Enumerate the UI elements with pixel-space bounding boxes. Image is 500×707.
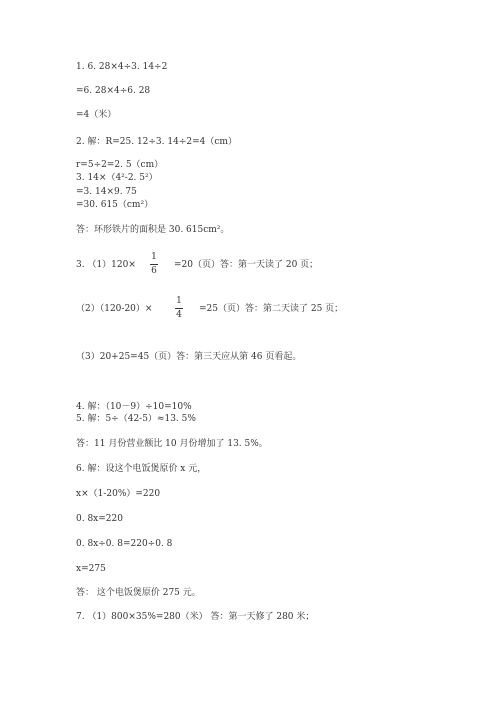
line-5: r=5÷2=2. 5（cm） (76, 160, 164, 170)
line-22: 7. （1）800×35%=280（米） 答：第一天修了 280 米； (76, 612, 315, 622)
line-2: =6. 28×4÷6. 28 (76, 86, 151, 96)
fraction-2-bar (175, 308, 183, 309)
fraction-2-denominator: 4 (176, 310, 182, 320)
line-10b: =20（页）答：第一天读了 20 页； (174, 260, 319, 270)
fraction-1-bar (150, 264, 158, 265)
line-3: =4（米） (76, 110, 117, 120)
line-20: x=275 (76, 564, 106, 574)
line-13: 4. 解：（10－9）÷10=10% (76, 402, 192, 412)
line-4: 2. 解：R=25. 12÷3. 14÷2=4（cm） (76, 137, 237, 147)
line-6: 3. 14×（4²-2. 5²） (76, 173, 158, 183)
line-14: 5. 解：5÷（42-5）≈13. 5% (76, 414, 196, 424)
line-15: 答：11 月份营业额比 10 月份增加了 13. 5%。 (76, 439, 268, 449)
line-21: 答： 这个电饭煲原价 275 元。 (76, 588, 201, 598)
line-7: =3. 14×9. 75 (76, 187, 137, 197)
fraction-2-numerator: 1 (176, 296, 182, 306)
line-8: =30. 615（cm²） (76, 200, 154, 210)
line-12: （3）20+25=45（页）答：第三天应从第 46 页看起。 (76, 352, 302, 362)
line-16: 6. 解：设这个电饭煲原价 x 元， (76, 464, 207, 474)
line-17: x×（1-20%）=220 (76, 489, 161, 499)
line-18: 0. 8x=220 (76, 514, 123, 524)
fraction-1-denominator: 6 (151, 266, 157, 276)
line-11a: （2）（120-20）× (76, 304, 153, 314)
fraction-1-numerator: 1 (151, 252, 157, 262)
line-1: 1. 6. 28×4÷3. 14÷2 (76, 62, 168, 72)
line-11b: =25（页）答：第二天读了 25 页； (199, 304, 344, 314)
line-9: 答：环形铁片的面积是 30. 615cm²。 (76, 225, 230, 235)
line-19: 0. 8x÷0. 8=220÷0. 8 (76, 539, 173, 549)
line-10a: 3. （1）120× (76, 260, 136, 270)
